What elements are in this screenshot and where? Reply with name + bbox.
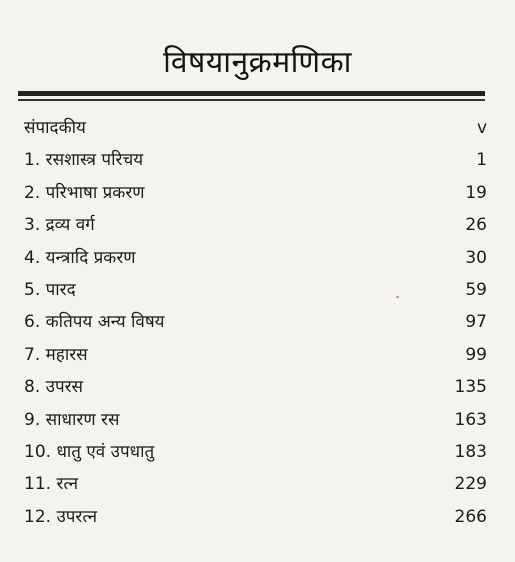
toc-entry-label: 4. यन्त्रादि प्रकरण (24, 247, 136, 268)
title-rule-thin (18, 99, 485, 101)
table-of-contents (24, 116, 487, 537)
toc-entry-page: 183 (454, 441, 487, 462)
toc-entry-label: 9. साधारण रस (24, 409, 120, 430)
toc-entry-page: 97 (465, 312, 487, 333)
toc-entry-label: संपादकीय (24, 118, 86, 138)
toc-entry-9 (24, 408, 487, 440)
toc-entry-page: 26 (465, 215, 487, 236)
toc-entry-2 (24, 181, 487, 213)
toc-entry-page: 19 (465, 182, 487, 203)
toc-entry-12 (24, 505, 487, 537)
toc-entry-10 (24, 440, 487, 472)
toc-entry-page: 266 (454, 506, 487, 527)
toc-entry-7 (24, 343, 487, 375)
paper-speck (396, 296, 399, 298)
toc-entry-4 (24, 246, 487, 278)
toc-entry-page: 163 (454, 409, 487, 430)
toc-entry-preface (24, 116, 487, 148)
toc-entry-label: 2. परिभाषा प्रकरण (24, 182, 145, 203)
toc-entry-label: 11. रत्न (24, 474, 79, 495)
title-rule-thick (18, 91, 485, 96)
toc-entry-11 (24, 472, 487, 504)
toc-entry-6 (24, 310, 487, 342)
toc-entry-8 (24, 375, 487, 407)
toc-entry-page: v (476, 118, 487, 138)
toc-entry-page: 30 (465, 247, 487, 268)
toc-entry-3 (24, 213, 487, 245)
toc-entry-label: 1. रसशास्त्र परिचय (24, 150, 144, 171)
toc-entry-label: 10. धातु एवं उपधातु (24, 441, 155, 462)
toc-entry-label: 3. द्रव्य वर्ग (24, 215, 95, 236)
toc-entry-5 (24, 278, 487, 310)
page-title: विषयानुक्रमणिका (163, 45, 352, 80)
toc-entry-page: 229 (454, 474, 487, 495)
toc-entry-label: 8. उपरस (24, 377, 84, 398)
toc-entry-page: 59 (465, 279, 487, 300)
toc-entry-label: 5. पारद (24, 279, 76, 300)
toc-entry-label: 7. महारस (24, 344, 88, 365)
toc-entry-label: 12. उपरत्न (24, 506, 98, 527)
toc-entry-page: 135 (454, 377, 487, 398)
toc-entry-1 (24, 148, 487, 180)
toc-entry-label: 6. कतिपय अन्य विषय (24, 312, 165, 333)
toc-entry-page: 99 (465, 344, 487, 365)
toc-entry-page: 1 (476, 150, 487, 171)
